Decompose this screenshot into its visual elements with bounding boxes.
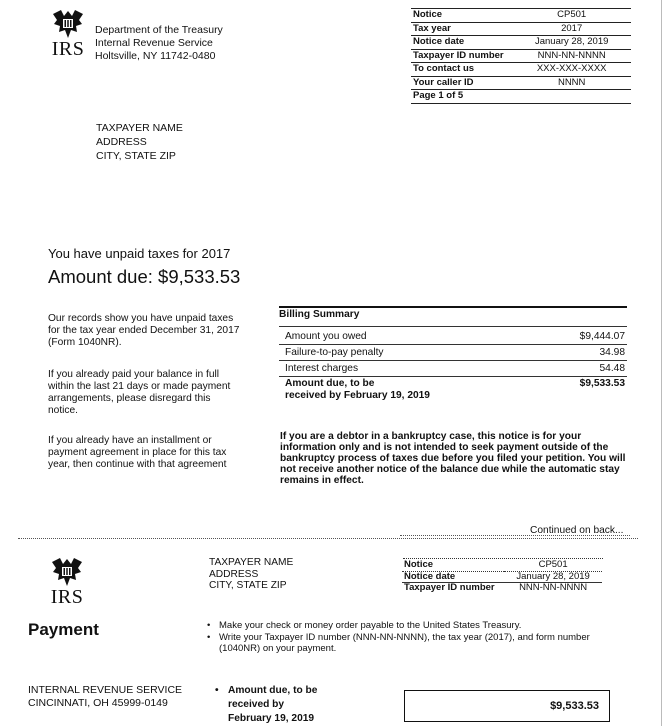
notice-value: January 28, 2019: [534, 36, 609, 48]
bankruptcy-notice: If you are a debtor in a bankruptcy case, this notice is for your information only and is not intended to seek payment outside of the bankruptcy process of taxes due before you filed your petition. You will not receive another notice of the balance due while the automatic stay remains in effect.: [280, 431, 626, 486]
taxpayer-address: [96, 121, 183, 163]
irs-address-line: CINCINNATI, OH 45999-0149: [28, 697, 168, 709]
irs-logo: [46, 8, 90, 58]
notice-value: XXX-XXX-XXXX: [536, 63, 607, 75]
notice-row: [411, 63, 631, 77]
notice-label: Notice: [411, 9, 512, 23]
notice-label: Taxpayer ID number: [413, 49, 504, 61]
billing-total-label-line: received by February 19, 2019: [285, 390, 430, 401]
payment-instructions: [207, 620, 607, 655]
payment-amount-box: [404, 690, 610, 722]
irs-address-line: INTERNAL REVENUE SERVICE: [28, 684, 183, 696]
notice-value: NNNN: [557, 76, 586, 88]
billing-row-penalty: [279, 345, 627, 361]
irs-logo-text: IRS: [51, 38, 85, 60]
notice-row: [411, 22, 631, 36]
payment-amount-value: $9,533.53: [550, 700, 599, 712]
billing-row-amount-owed: [279, 329, 627, 345]
irs-mailing-address: [28, 684, 182, 710]
billing-total-label: [285, 378, 430, 405]
billing-row-interest: [279, 361, 627, 377]
notice-label: Taxpayer ID number: [404, 581, 495, 593]
billing-total-value: $9,533.53: [579, 378, 625, 389]
taxpayer-name: TAXPAYER NAME: [96, 122, 183, 134]
continued-on-back: Continued on back...: [530, 525, 624, 536]
instruction-item: • Make your check or money order payable to the United States Treasury.: [207, 620, 607, 631]
taxpayer-name: TAXPAYER NAME: [209, 557, 294, 568]
notice-label: To contact us: [413, 63, 475, 75]
agency-line: Department of the Treasury: [95, 24, 223, 36]
installment-paragraph: If you already have an installment or payment agreement in place for this tax year, then continue with that agreement: [48, 435, 227, 470]
notice-row: [411, 36, 631, 50]
billing-total-label-line: Amount due, to be: [285, 378, 375, 389]
amount-due-line: [215, 684, 317, 698]
payment-notice-table: [402, 560, 602, 593]
already-paid-paragraph: If you already paid your balance in full within the last 21 days or made payment arrangements, please disregard this notice.: [48, 369, 231, 416]
agency-address: [95, 24, 223, 63]
eagle-icon: [49, 8, 87, 40]
notice-label: Notice: [404, 559, 434, 571]
payment-notice-row: [402, 571, 602, 582]
notice-value: January 28, 2019: [516, 570, 590, 582]
billing-value: $9,444.07: [579, 331, 625, 342]
taxpayer-street: ADDRESS: [96, 136, 147, 148]
amount-due-heading: Amount due: $9,533.53: [48, 266, 241, 287]
payment-notice-row: [402, 560, 602, 571]
notice-row: [411, 9, 631, 23]
notice-row: [411, 90, 631, 104]
records-paragraph: Our records show you have unpaid taxes for the tax year ended December 31, 2017 (Form 1040NR).: [48, 313, 240, 348]
agency-line: Holtsville, NY 11742-0480: [95, 50, 216, 62]
notice-row: [411, 76, 631, 90]
notice-label: Your caller ID: [413, 76, 474, 88]
due-date-line: February 19, 2019: [228, 713, 315, 724]
billing-value: 34.98: [599, 347, 625, 358]
notice-row: [411, 49, 631, 63]
tear-off-line: [18, 538, 638, 539]
notice-value: CP501: [512, 9, 631, 23]
billing-row-total: [279, 377, 627, 405]
billing-value: 54.48: [599, 363, 625, 374]
taxpayer-city: CITY, STATE ZIP: [209, 580, 287, 591]
unpaid-taxes-heading: You have unpaid taxes for 2017: [48, 246, 231, 261]
notice-info-table: [411, 8, 631, 104]
payment-notice-top-rule: [403, 558, 603, 559]
notice-value: 2017: [561, 22, 583, 34]
received-by-line: received by: [228, 699, 285, 710]
billing-label: Interest charges: [285, 363, 359, 374]
bullet-icon: •: [215, 685, 219, 696]
billing-label: Amount you owed: [285, 331, 367, 342]
payment-notice-row: [402, 582, 602, 593]
notice-value: NNN-NN-NNNN: [537, 49, 606, 61]
notice-value: [512, 90, 631, 104]
notice-label: Notice date: [404, 570, 456, 582]
billing-top-rule: [279, 306, 627, 308]
billing-rule: [279, 326, 627, 327]
eagle-icon: [48, 556, 86, 588]
page-number: Page 1 of 5: [413, 90, 464, 102]
payment-irs-logo: [45, 556, 89, 606]
instruction-item: • Write your Taxpayer ID number (NNN-NN-NNNN), the tax year (2017), and form number (1040NR) on your payment.: [207, 632, 607, 654]
irs-logo-text: IRS: [50, 586, 84, 608]
taxpayer-city: CITY, STATE ZIP: [96, 150, 176, 162]
notice-label: Notice date: [413, 36, 465, 48]
billing-label: Failure-to-pay penalty: [285, 347, 384, 358]
billing-summary-title: Billing Summary: [279, 309, 360, 320]
payment-amount-due-label: [215, 684, 317, 726]
notice-label: Tax year: [413, 22, 451, 34]
billing-summary: [279, 306, 627, 406]
notice-value: CP501: [538, 559, 568, 571]
taxpayer-street: ADDRESS: [209, 568, 259, 580]
amount-due-text: Amount due, to be: [228, 685, 318, 696]
notice-value: NNN-NN-NNNN: [519, 581, 588, 593]
payment-title: Payment: [28, 620, 99, 639]
payment-taxpayer-address: [209, 557, 293, 592]
agency-line: Internal Revenue Service: [95, 37, 213, 49]
